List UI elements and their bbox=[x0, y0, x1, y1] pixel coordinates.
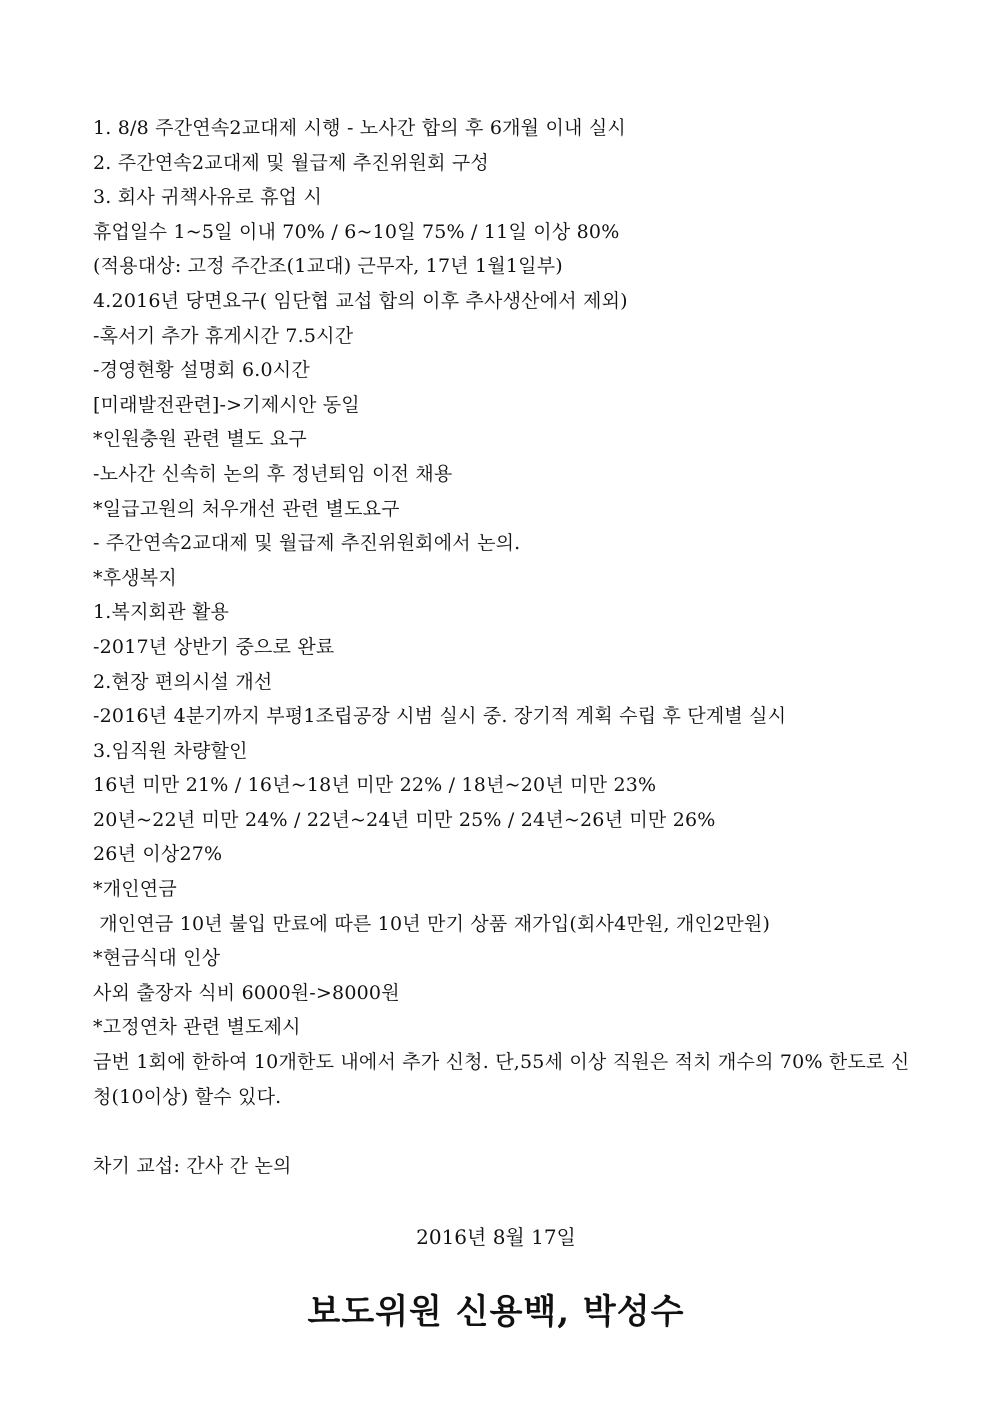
text-line: *후생복지 bbox=[93, 566, 177, 589]
text-line: 2. 주간연속2교대제 및 월급제 추진위원회 구성 bbox=[93, 151, 489, 174]
text-line: *일급고원의 처우개선 관련 별도요구 bbox=[93, 497, 400, 520]
text-line: 휴업일수 1~5일 이내 70% / 6~10일 75% / 11일 이상 80% bbox=[93, 220, 620, 243]
text-line: *인원충원 관련 별도 요구 bbox=[93, 428, 307, 451]
text-line: *고정연차 관련 별도제시 bbox=[93, 1016, 301, 1039]
text-line: 16년 미만 21% / 16년~18년 미만 22% / 18년~20년 미만 23% bbox=[93, 774, 657, 797]
text-line: [미래발전관련]->기제시안 동일 bbox=[93, 393, 360, 416]
spacer bbox=[93, 1114, 933, 1149]
text-line: 1. 8/8 주간연속2교대제 시행 - 노사간 합의 후 6개월 이내 실시 bbox=[93, 117, 626, 139]
text-line: -혹서기 추가 휴게시간 7.5시간 bbox=[93, 324, 354, 347]
text-line: 4.2016년 당면요구( 임단협 교섭 합의 이후 추사생산에서 제외) bbox=[93, 289, 628, 312]
text-paragraph: 금번 1회에 한하여 10개한도 내에서 추가 신청. 단,55세 이상 직원은 적치 개수의 70% 한도로 신청(10이상) 할수 있다. bbox=[93, 1051, 910, 1108]
text-line: -2016년 4분기까지 부평1조립공장 시범 실시 중. 장기적 계획 수립 후 단계별 실시 bbox=[93, 705, 787, 728]
text-line: 3. 회사 귀책사유로 휴업 시 bbox=[93, 186, 323, 209]
text-line: -경영현황 설명회 6.0시간 bbox=[93, 359, 310, 382]
next-meeting-line: 차기 교섭: 간사 간 논의 bbox=[93, 1154, 292, 1177]
text-line: 2.현장 편의시설 개선 bbox=[93, 670, 273, 693]
text-line: *개인연금 bbox=[93, 878, 177, 901]
document-body bbox=[93, 111, 933, 1183]
text-line: - 주간연속2교대제 및 월급제 추진위원회에서 논의. bbox=[93, 532, 521, 555]
text-line: *현금식대 인상 bbox=[93, 947, 221, 970]
signature-line: 보도위원 신용백, 박성수 bbox=[307, 1292, 685, 1332]
document-date: 2016년 8월 17일 bbox=[416, 1225, 576, 1249]
text-line: (적용대상: 고정 주간조(1교대) 근무자, 17년 1월1일부) bbox=[93, 255, 563, 278]
text-line: 개인연금 10년 불입 만료에 따른 10년 만기 상품 재가입(회사4만원, 개인2만원) bbox=[93, 912, 771, 935]
text-line: 20년~22년 미만 24% / 22년~24년 미만 25% / 24년~26년 미만 26% bbox=[93, 808, 716, 831]
text-line: 1.복지회관 활용 bbox=[93, 601, 230, 624]
text-line: -2017년 상반기 중으로 완료 bbox=[93, 635, 335, 658]
text-line: 26년 이상27% bbox=[93, 843, 223, 866]
text-line: -노사간 신속히 논의 후 정년퇴임 이전 채용 bbox=[93, 462, 453, 485]
text-line: 사외 출장자 식비 6000원->8000원 bbox=[93, 981, 400, 1004]
text-line: 3.임직원 차량할인 bbox=[93, 739, 248, 762]
